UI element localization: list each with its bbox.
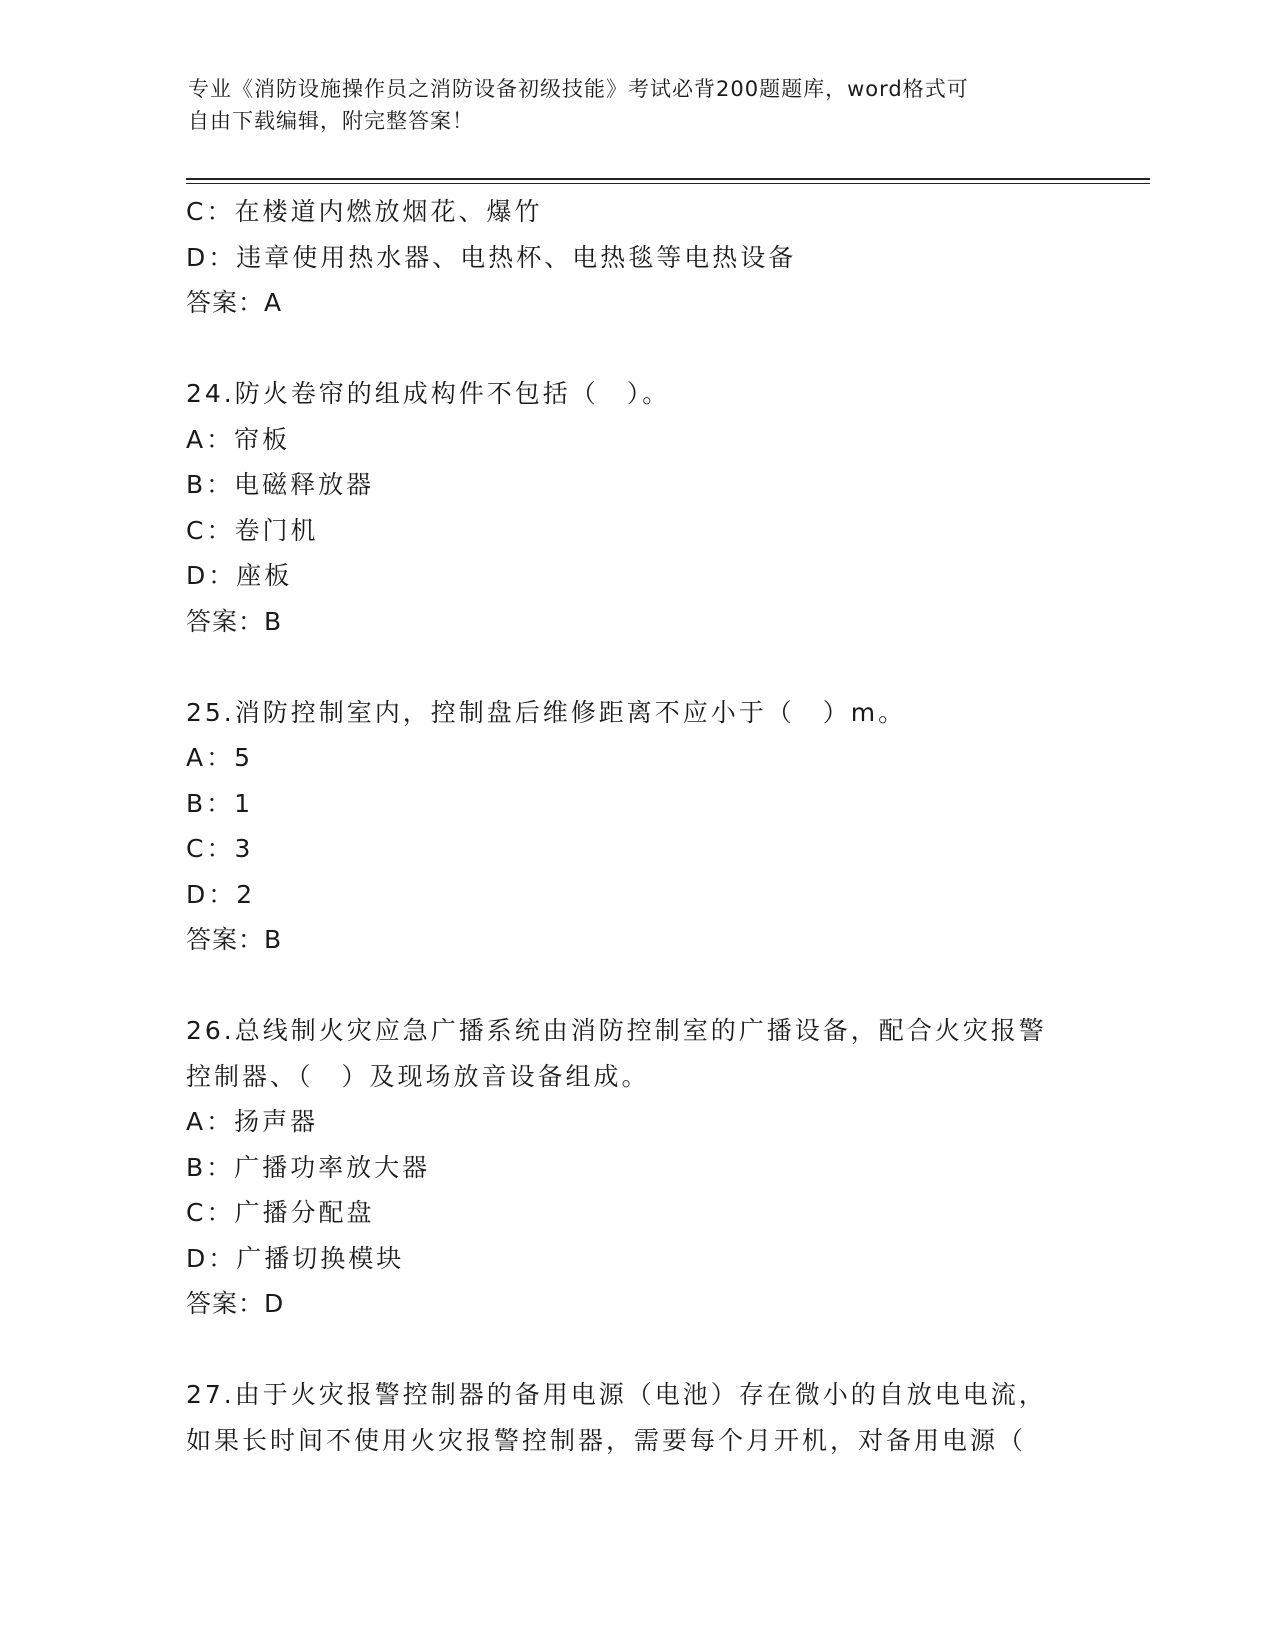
question-text: 24.防火卷帘的组成构件不包括（ ）。 [186,379,671,408]
option-line: D：违章使用热水器、电热杯、电热毯等电热设备 [186,242,797,272]
option-line: C：在楼道内燃放烟花、爆竹 [186,197,543,226]
option-line: A：扬声器 [186,1107,319,1136]
header-rule-thick [186,178,1150,180]
option-line: C：3 [186,834,254,863]
answer-line: 答案：B [186,606,283,636]
header-rule-thin [186,183,1150,184]
question-text: 27.由于火灾报警控制器的备用电源（电池）存在微小的自放电电流， [186,1380,1047,1409]
option-line: D：座板 [186,561,293,590]
question-text: 26.总线制火灾应急广播系统由消防控制室的广播设备，配合火灾报警 [186,1016,1047,1045]
option-line: C：卷门机 [186,515,319,545]
header-line-1: 专业《消防设施操作员之消防设备初级技能》考试必背200题题库，word格式可 [188,77,969,101]
option-line: A：5 [186,743,254,772]
option-line: A：帘板 [186,424,291,454]
question-26 [186,1008,1086,1327]
spacer [186,963,1086,1009]
option-line: C：广播分配盘 [186,1198,375,1227]
answer-line: 答案：A [186,288,283,317]
option-line: B：电磁释放器 [186,470,375,499]
document-body [186,189,1086,1463]
question-27 [186,1372,1086,1463]
document-header [188,73,1068,137]
spacer [186,326,1086,372]
question-24 [186,371,1086,644]
answer-line: 答案：B [186,925,283,954]
option-line: D：广播切换模块 [186,1243,405,1273]
option-line: B：1 [186,788,254,818]
spacer [186,1327,1086,1373]
question-text: 25.消防控制室内，控制盘后维修距离不应小于（ ）m。 [186,697,907,727]
header-line-2: 自由下载编辑，附完整答案！ [188,109,474,133]
option-line: D：2 [186,879,256,909]
option-line: B：广播功率放大器 [186,1152,431,1182]
question-text: 如果长时间不使用火灾报警控制器，需要每个月开机，对备用电源（ [186,1425,1027,1455]
spacer [186,644,1086,690]
answer-line: 答案：D [186,1289,285,1318]
question-25 [186,690,1086,963]
question-text: 控制器、（ ）及现场放音设备组成。 [186,1061,650,1091]
